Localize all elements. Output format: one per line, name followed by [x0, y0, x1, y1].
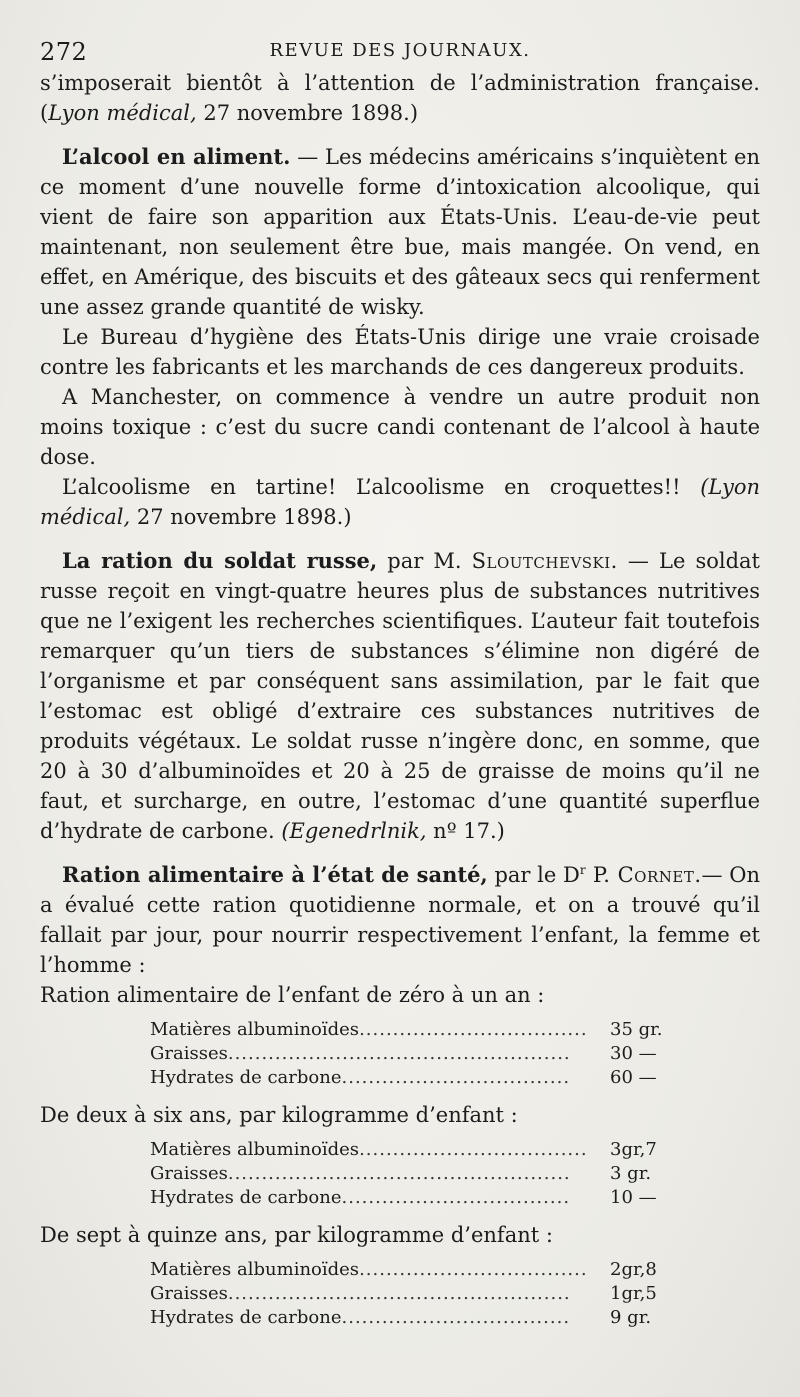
page-number: 272: [40, 38, 88, 66]
article-ration-p1: [40, 860, 760, 980]
ration-value: 3 gr.: [610, 1163, 652, 1184]
table-row: [150, 1018, 690, 1042]
table-row: [150, 1186, 690, 1210]
ration-label-text: Matières albuminoïdes: [150, 1019, 360, 1040]
ration-group-1: [40, 1100, 760, 1210]
article-ration-by-sup: r: [579, 863, 586, 877]
journal-title: REVUE DES JOURNAUX.: [269, 40, 531, 61]
table-row: [150, 1138, 690, 1162]
table-row: [150, 1282, 690, 1306]
article-alcool-p4: [40, 472, 760, 532]
article-soldat-by: par M.: [377, 549, 472, 573]
ration-value: 2gr,8: [610, 1259, 657, 1280]
ration-group-heading: De sept à quinze ans, par kilogramme d’enfant :: [40, 1223, 553, 1247]
page-body: [40, 68, 760, 1330]
article-alcool-p3: A Manchester, on commence à vendre un autre produit non moins toxique : c’est du sucre candi contenant de l’alcool à haute dose.: [40, 385, 760, 469]
ration-value: 10 —: [610, 1187, 657, 1208]
article-alcool-p2: Le Bureau d’hygiène des États-Unis dirige une vraie croisade contre les fabricants et les marchands de ces dangereux produits.: [40, 325, 760, 379]
ration-label: [150, 1282, 600, 1306]
ration-group-2: [40, 1220, 760, 1330]
article-ration-body: — On a évalué cette ration quotidienne normale, et on a trouvé qu’il fallait par jour, pour nourrir respectivement l’enfant, la femme et l’homme :: [40, 863, 760, 977]
leader-dots: ..................................: [359, 1139, 588, 1160]
article-alcool-p1-text: — Les médecins américains s’inquiètent en ce moment d’une nouvelle forme d’intoxication alcoolique, qui vient de faire son apparition aux États-Unis. L’eau-de-vie peut maintenant, non seulement être bue, mais mangée. On vend, en effet, en Amérique, des biscuits et des gâteaux secs qui renferment une assez grande quantité de wisky.: [40, 145, 761, 319]
ration-label: [150, 1162, 600, 1186]
ration-label-text: Graisses: [150, 1043, 228, 1064]
ration-label-text: Hydrates de carbone: [150, 1187, 342, 1208]
ration-group-0: [40, 980, 760, 1090]
leader-dots: ...................................................: [227, 1283, 571, 1304]
ration-table: [150, 1018, 690, 1090]
continuation-citation-source: Lyon médical,: [48, 101, 197, 125]
running-header: [40, 28, 760, 68]
ration-label-text: Matières albuminoïdes: [150, 1139, 360, 1160]
article-soldat-citation-source: (Egenedrlnik,: [281, 819, 427, 843]
article-ration-by: par le D: [487, 863, 580, 887]
article-alcool: [40, 142, 760, 532]
ration-label: [150, 1186, 600, 1210]
article-ration-author: P. Cornet.: [585, 863, 702, 887]
article-ration-title: Ration alimentaire à l’état de santé,: [62, 862, 488, 887]
leader-dots: ...................................................: [227, 1043, 571, 1064]
ration-label: [150, 1042, 600, 1066]
article-alcool-citation-source: (Lyon médical,: [40, 475, 760, 529]
table-row: [150, 1258, 690, 1282]
article-soldat-p1: [40, 546, 760, 846]
ration-label: [150, 1066, 600, 1090]
article-soldat: [40, 546, 760, 846]
article-alcool-p1: [40, 142, 760, 322]
ration-label-text: Hydrates de carbone: [150, 1307, 342, 1328]
ration-value: 35 gr.: [610, 1019, 663, 1040]
continuation-citation-open: (: [40, 101, 49, 125]
article-soldat-citation-num: nº 17.): [426, 819, 505, 843]
article-soldat-author: Sloutchevski.: [471, 549, 618, 573]
ration-table: [150, 1138, 690, 1210]
ration-label-text: Graisses: [150, 1163, 228, 1184]
leader-dots: ..................................: [359, 1019, 588, 1040]
ration-label: [150, 1306, 600, 1330]
continuation-text: s’imposerait bientôt à l’attention de l’administration française.: [40, 71, 760, 95]
ration-group-heading: De deux à six ans, par kilogramme d’enfant :: [40, 1103, 518, 1127]
article-alcool-p4-text: L’alcoolisme en tartine! L’alcoolisme en croquettes!!: [62, 475, 701, 499]
article-ration: [40, 860, 760, 1330]
ration-value: 9 gr.: [610, 1307, 652, 1328]
leader-dots: ...................................................: [227, 1163, 571, 1184]
leader-dots: ..................................: [341, 1307, 571, 1328]
ration-label-text: Hydrates de carbone: [150, 1067, 342, 1088]
article-alcool-title: L’alcool en aliment.: [62, 144, 291, 169]
table-row: [150, 1066, 690, 1090]
leader-dots: ..................................: [341, 1187, 571, 1208]
leader-dots: ..................................: [359, 1259, 588, 1280]
article-soldat-title: La ration du soldat russe,: [62, 548, 378, 573]
article-alcool-citation-date: 27 novembre 1898.): [130, 505, 352, 529]
ration-group-heading: Ration alimentaire de l’enfant de zéro à un an :: [40, 983, 545, 1007]
ration-value: 3gr,7: [610, 1139, 657, 1160]
table-row: [150, 1162, 690, 1186]
ration-value: 1gr,5: [610, 1283, 657, 1304]
ration-label-text: Matières albuminoïdes: [150, 1259, 360, 1280]
leader-dots: ..................................: [341, 1067, 571, 1088]
continuation-paragraph: [40, 68, 760, 128]
continuation-citation-date: 27 novembre 1898.): [196, 101, 419, 125]
ration-label: [150, 1138, 600, 1162]
ration-label: [150, 1018, 600, 1042]
table-row: [150, 1042, 690, 1066]
article-soldat-body: — Le soldat russe reçoit en vingt-quatre heures plus de substances nutritives que ne l’exigent les recherches scientifiques. L’auteur fait toutefois remarquer qu’un tiers de substances s’élimine non digéré de l’organisme et par conséquent sans assimilation, par le fait que l’estomac est obligé d’extraire ces substances nutritives de produits végétaux. Le soldat russe n’ingère donc, en somme, que 20 à 30 d’albuminoïdes et 20 à 25 de graisse de moins qu’il ne faut, et surcharge, en outre, l’estomac d’une quantité superflue d’hydrate de carbone.: [40, 549, 760, 843]
ration-value: 30 —: [610, 1043, 657, 1064]
table-row: [150, 1306, 690, 1330]
ration-label-text: Graisses: [150, 1283, 228, 1304]
ration-label: [150, 1258, 600, 1282]
ration-value: 60 —: [610, 1067, 657, 1088]
ration-table: [150, 1258, 690, 1330]
